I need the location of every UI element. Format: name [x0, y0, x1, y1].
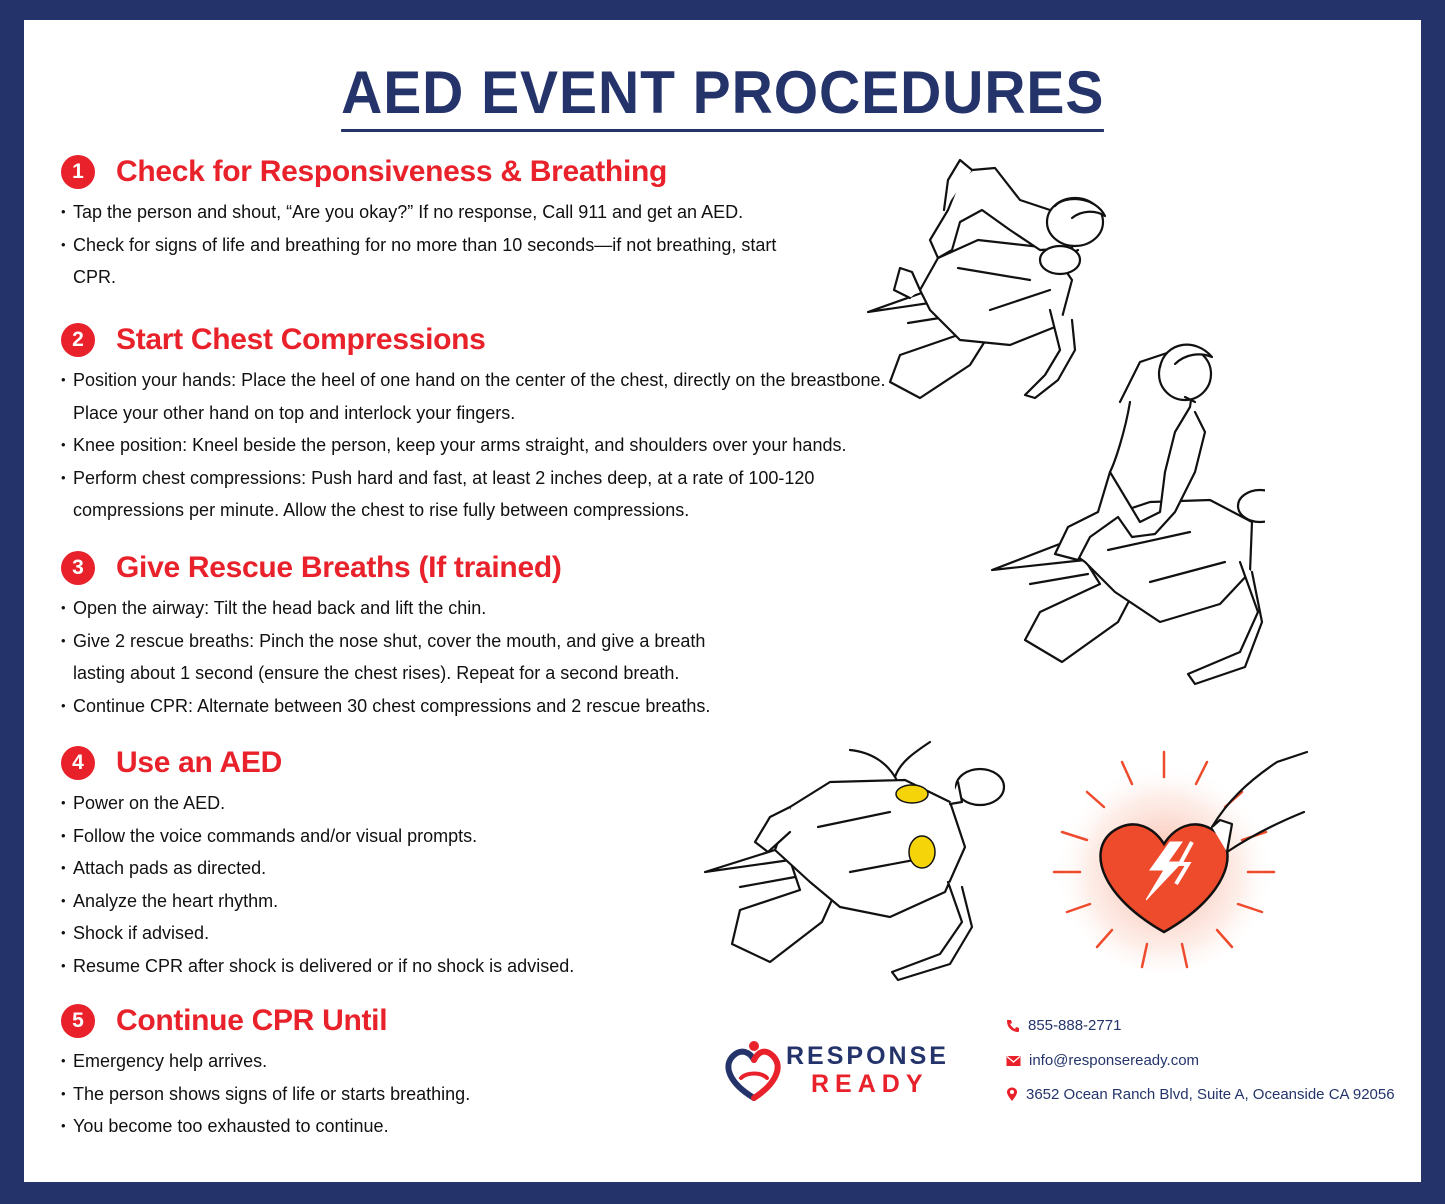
contact-phone [1006, 1017, 1121, 1034]
location-pin-icon [1006, 1087, 1018, 1102]
phone-icon [1006, 1019, 1020, 1033]
list-item: • Follow the voice commands and/or visual prompts. [61, 820, 701, 853]
list-item: • The person shows signs of life or starts breathing. [61, 1078, 701, 1111]
step-number-badge: 5 [61, 1004, 95, 1038]
section-heading: Check for Responsiveness & Breathing [116, 155, 668, 188]
poster [24, 20, 1421, 1182]
step-number-badge: 2 [61, 323, 95, 357]
aed-heart-lightning-icon [1042, 732, 1312, 982]
step-number-badge: 4 [61, 746, 95, 780]
list-item: • Open the airway: Tilt the head back and lift the chin. [61, 592, 761, 625]
list-item: • Resume CPR after shock is delivered or if no shock is advised. [61, 950, 701, 983]
chest-compressions-illustration [990, 322, 1265, 690]
email-address: info@responseready.com [1029, 1052, 1200, 1069]
contact-email [1006, 1052, 1199, 1069]
section-heading: Give Rescue Breaths (If trained) [116, 551, 562, 584]
list-item: • Shock if advised. [61, 917, 701, 950]
aed-pad-upper [896, 785, 928, 803]
list-item: • Position your hands: Place the heel of one hand on the center of the chest, directly on the breastbone. Place your other hand on top and interlock your fingers. [61, 364, 921, 429]
list-item: • Check for signs of life and breathing for no more than 10 seconds—if not breathing, start CPR. [61, 229, 781, 294]
step-number-badge: 3 [61, 551, 95, 585]
list-item: • You become too exhausted to continue. [61, 1110, 701, 1143]
section-heading: Start Chest Compressions [116, 323, 486, 356]
list-item: • Perform chest compressions: Push hard and fast, at least 2 inches deep, at a rate of 100-120 compressions per minute. Allow the chest to rise fully between compressions. [61, 462, 921, 527]
section-1 [61, 152, 781, 294]
section-heading: Use an AED [116, 746, 282, 779]
list-item: • Give 2 rescue breaths: Pinch the nose shut, cover the mouth, and give a breath lasting about 1 second (ensure the chest rises). Repeat for a second breath. [61, 625, 761, 690]
contact-address [1006, 1086, 1395, 1103]
aed-pad-lower [909, 836, 935, 868]
section-heading: Continue CPR Until [116, 1004, 388, 1037]
list-item: • Knee position: Kneel beside the person, keep your arms straight, and shoulders over your hands. [61, 429, 921, 462]
section-4 [61, 743, 701, 982]
list-item: • Attach pads as directed. [61, 852, 701, 885]
section-5 [61, 1001, 701, 1143]
aed-pads-illustration [700, 732, 1010, 982]
heart-logo-icon [719, 1038, 789, 1108]
street-address: 3652 Ocean Ranch Blvd, Suite A, Oceanside CA 92056 [1026, 1086, 1395, 1103]
brand-name-line1: RESPONSE [786, 1042, 949, 1070]
page-title: AED EVENT PROCEDURES [341, 58, 1104, 132]
phone-number: 855-888-2771 [1028, 1017, 1122, 1034]
list-item: • Power on the AED. [61, 787, 701, 820]
list-item: • Tap the person and shout, “Are you okay?” If no response, Call 911 and get an AED. [61, 196, 781, 229]
list-item: • Emergency help arrives. [61, 1045, 701, 1078]
mail-icon [1006, 1055, 1021, 1067]
list-item: • Continue CPR: Alternate between 30 chest compressions and 2 rescue breaths. [61, 690, 761, 723]
page-title-wrap [24, 58, 1421, 132]
list-item: • Analyze the heart rhythm. [61, 885, 701, 918]
section-2 [61, 320, 921, 527]
step-number-badge: 1 [61, 155, 95, 189]
brand-name-line2: READY [811, 1070, 929, 1098]
section-3 [61, 548, 761, 722]
